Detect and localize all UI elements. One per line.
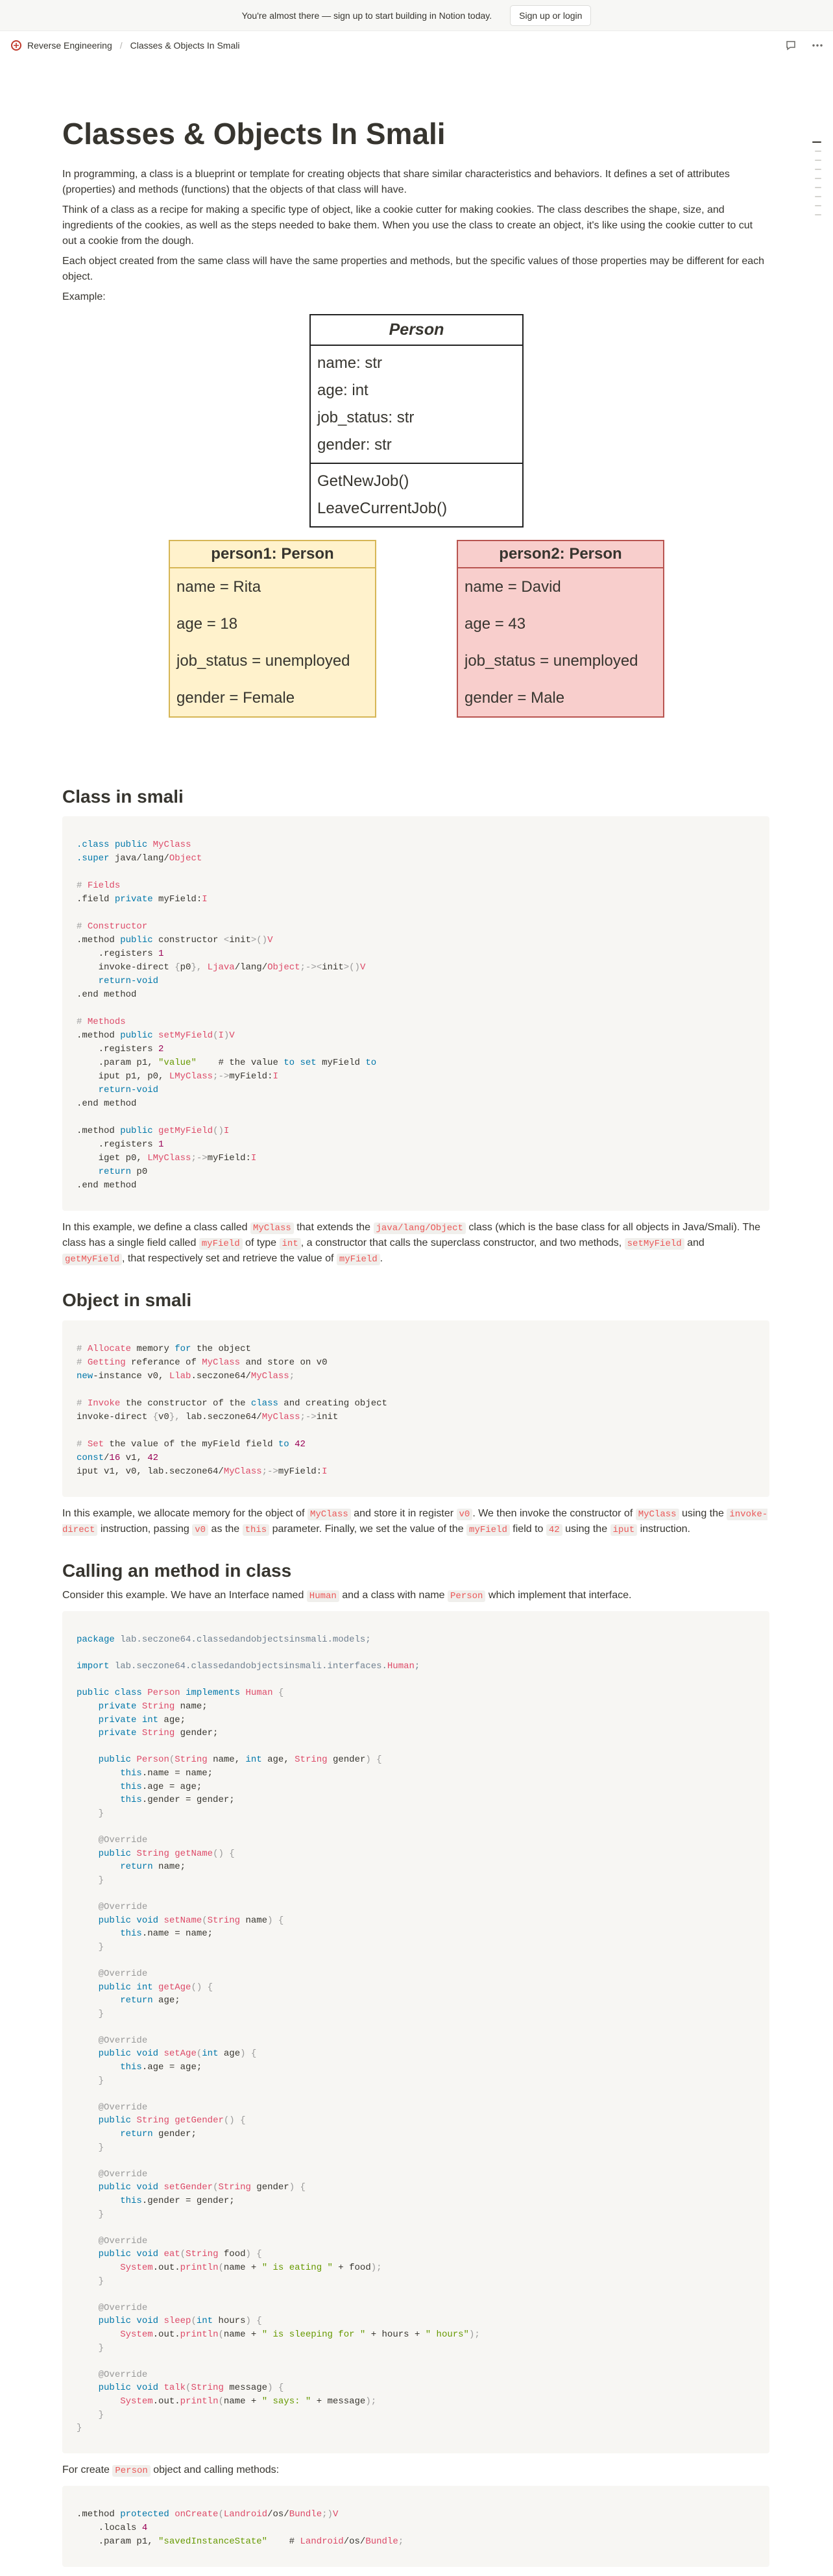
code-block-class[interactable]: .class public MyClass .super java/lang/Object # Fields .field private myField:I # Constructor .method public constructor <init>()V .registers 1 invoke-direct {p0}, Ljava/lang/Object;-><init>()V return-void .end method # Methods .method public setMyField(I)V .registers 2 .param p1, "value" # the value to set myField to iput p1, p0, LMyClass;->myField:I return-void .end method .method public getMyField()I .registers 1 iget p0, LMyClass;->myField:I return p0 .end method bbox=[62, 816, 769, 1211]
heading-object-in-smali: Object in smali bbox=[62, 1290, 192, 1311]
notion-page-icon bbox=[10, 40, 22, 51]
signup-banner bbox=[0, 0, 833, 31]
breadcrumb bbox=[10, 40, 239, 51]
object-person2 bbox=[457, 540, 664, 718]
uml-attribute: name: str bbox=[317, 354, 383, 372]
uml-attributes bbox=[311, 346, 522, 464]
signup-login-button[interactable]: Sign up or login bbox=[510, 5, 591, 26]
object-title: person1: Person bbox=[170, 541, 375, 568]
method-description: Consider this example. We have an Interface named Human and a class with name Person which implement that interface. bbox=[62, 1590, 632, 1602]
object-field: age = 43 bbox=[465, 614, 526, 633]
code-block-java[interactable]: package lab.seczone64.classedandobjectsinsmali.models; import lab.seczone64.classedandobjectsinsmali.interfaces.Human; public class Person implements Human { private String name; private int age; private String gender; public Person(String name, int age, String gender) { this.name = name; this.age = age; this.gender = gender; } @Override public String getName() { return name; } @Override public void setName(String name) { this.name = name; } @Override public int getAge() { return age; } @Override public void setAge(int age) { this.age = age; } @Override public String getGender() { return gender; } @Override public void setGender(String gender) { this.gender = gender; } @Override public void eat(String food) { System.out.println(name + " is eating " + food); } @Override public void sleep(int hours) { System.out.println(name + " is sleeping for " + hours + " hours"); } @Override public void talk(String message) { System.out.println(name + " says: " + message); } } bbox=[62, 1611, 769, 2453]
uml-method: LeaveCurrentJob() bbox=[317, 499, 448, 517]
object-field: name = David bbox=[465, 577, 561, 596]
heading-class-in-smali: Class in smali bbox=[62, 786, 184, 807]
object-title: person2: Person bbox=[458, 541, 663, 568]
object-description: In this example, we allocate memory for the object of MyClass and store it in register v0 . We then invoke the constructor of MyClass using the invoke-direct instruction, passing v0 as the this parameter. Finally, we set the value of the myField field to 42 using the iput instruction. bbox=[62, 1507, 768, 1535]
table-of-contents-rail[interactable] bbox=[811, 141, 821, 223]
code-block-smali-create[interactable]: .method protected onCreate(Landroid/os/Bundle;)V .locals 4 .param p1, "savedInstanceState" # Landroid/os/Bundle; bbox=[62, 2486, 769, 2567]
uml-class-name: Person bbox=[311, 315, 522, 346]
object-field: age = 18 bbox=[176, 614, 238, 633]
uml-class-box bbox=[309, 314, 524, 528]
uml-attribute: job_status: str bbox=[317, 408, 415, 426]
breadcrumb-current[interactable]: Classes & Objects In Smali bbox=[130, 40, 240, 51]
breadcrumb-separator: / bbox=[119, 40, 123, 51]
intro-paragraph-3: Each object created from the same class will have the same properties and methods, but the specific values of those properties may be different for each object. bbox=[62, 255, 765, 282]
page-content bbox=[62, 117, 769, 2576]
object-field: job_status = unemployed bbox=[176, 651, 350, 670]
object-field: gender = Female bbox=[176, 688, 295, 707]
topbar bbox=[0, 31, 833, 60]
intro-paragraph-2: Think of a class as a recipe for making a specific type of object, like a cookie cutter for making cookies. The class describes the shape, size, and ingredients of the cookies, as well as the steps needed to bake them. When you use the class to create an object, it's like using the cookie cutter to cut out a cookie from the dough. bbox=[62, 204, 753, 247]
uml-methods bbox=[311, 464, 522, 526]
class-description: In this example, we define a class called MyClass that extends the java/lang/Object class (which is the base class for all objects in Java/Smali). The class has a single field called myField of type int , a constructor that calls the superclass constructor, and two methods, setMyField and getMyField , that respectively set and retrieve the value of myField . bbox=[62, 1222, 761, 1265]
object-field: name = Rita bbox=[176, 577, 261, 596]
uml-attribute: age: int bbox=[317, 381, 368, 399]
page-title: Classes & Objects In Smali bbox=[62, 117, 446, 151]
uml-attribute: gender: str bbox=[317, 435, 392, 454]
more-icon[interactable] bbox=[811, 40, 824, 51]
intro-paragraph-1: In programming, a class is a blueprint or template for creating objects that share similar characteristics and behaviors. It defines a set of attributes (properties) and methods (functions) that the objects of that class will have. bbox=[62, 168, 730, 195]
comment-icon[interactable] bbox=[785, 40, 797, 51]
code-block-object[interactable]: # Allocate memory for the object # Getting referance of MyClass and store on v0 new-instance v0, Llab.seczone64/MyClass; # Invoke the constructor of the class and creating object invoke-direct {v0}, lab.seczone64/MyClass;->init # Set the value of the myField field to 42 const/16 v1, 42 iput v1, v0, lab.seczone64/MyClass;->myField:I bbox=[62, 1320, 769, 1497]
example-label: Example: bbox=[62, 291, 106, 302]
banner-text: You're almost there — sign up to start building in Notion today. bbox=[241, 10, 492, 21]
create-description: For create Person object and calling methods: bbox=[62, 2464, 280, 2476]
uml-method: GetNewJob() bbox=[317, 472, 409, 490]
breadcrumb-parent[interactable]: Reverse Engineering bbox=[27, 40, 112, 51]
object-field: gender = Male bbox=[465, 688, 565, 707]
uml-diagram bbox=[62, 314, 769, 763]
object-person1 bbox=[169, 540, 376, 718]
heading-calling-method: Calling an method in class bbox=[62, 1560, 292, 1581]
object-field: job_status = unemployed bbox=[465, 651, 638, 670]
